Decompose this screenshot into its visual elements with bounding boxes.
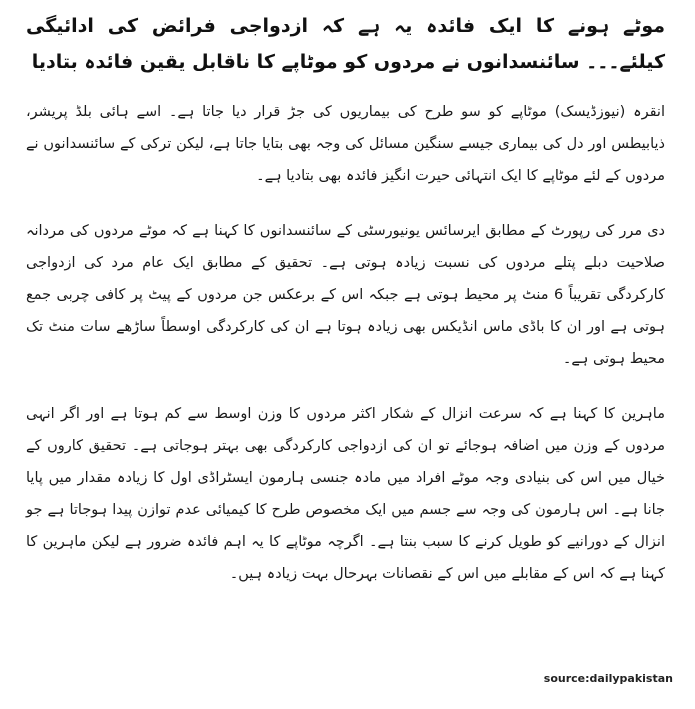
source-credit: source:dailypakistan: [543, 672, 673, 685]
article-paragraph-experts: ماہرین کا کہنا ہے کہ سرعت انزال کے شکار اکثر مردوں کا وزن اوسط سے کم ہوتا ہے اور اگر انہی مردوں کے وزن میں اضافہ ہوجائے تو ان کی ازدواجی کارکردگی بھی بہتر ہوجاتی ہے۔ تحقیق کاروں کے خیال میں اس کی بنیادی وجہ موٹے افراد میں مادہ جنسی ہارمون ایسٹراڈی اول کا زیادہ مقدار میں پایا جانا ہے۔ اس ہارمون کی وجہ سے جسم میں ایک مخصوص طرح کا کیمیائی عدم توازن پیدا ہوجاتا ہے جو انزال کے دورانیے کو طویل کرنے کا سبب بنتا ہے۔ اگرچہ موٹاپے کا یہ اہم فائدہ ضرور ہے لیکن ماہرین کا کہنا ہے کہ اس کے مقابلے میں اس کے نقصانات بہرحال بہت زیادہ ہیں۔: [26, 406, 665, 582]
article-paragraph-report: دی مرر کی رپورٹ کے مطابق ایرسائس یونیورسٹی کے سائنسدانوں کا کہنا ہے کہ موٹے مردوں کی مردانہ صلاحیت دبلے پتلے مردوں کی نسبت زیادہ ہوتی ہے۔ تحقیق کے مطابق ایک عام مرد کی ازدواجی کارکردگی تقریباً 6 منٹ پر محیط ہوتی ہے جبکہ اس کے برعکس جن مردوں کے پیٹ پر کافی چربی جمع ہوتی ہے اور ان کا باڈی ماس انڈیکس بھی زیادہ ہوتا ہے ان کی کارکردگی اوسطاً ساڑھے سات منٹ تک محیط ہوتی ہے۔: [26, 223, 665, 367]
article: [26, 8, 665, 613]
article-paragraph-intro: انقرہ (نیوزڈیسک) موٹاپے کو سو طرح کی بیماریوں کی جڑ قرار دیا جاتا ہے۔ اسے ہائی بلڈ پریشر، ذیابیطس اور دل کی بیماری جیسے سنگین مسائل کی وجہ بھی بتایا جاتا ہے، لیکن ترکی کے سائنسدانوں نے مردوں کے لئے موٹاپے کا ایک انتہائی حیرت انگیز فائدہ بھی بتادیا ہے۔: [26, 104, 665, 184]
article-headline: موٹے ہونے کا ایک فائدہ یہ ہے کہ ازدواجی فرائض کی ادائیگی کیلئے۔۔۔ سائنسدانوں نے مردوں کو موٹاپے کا ناقابل یقین فائدہ بتادیا: [26, 15, 665, 73]
